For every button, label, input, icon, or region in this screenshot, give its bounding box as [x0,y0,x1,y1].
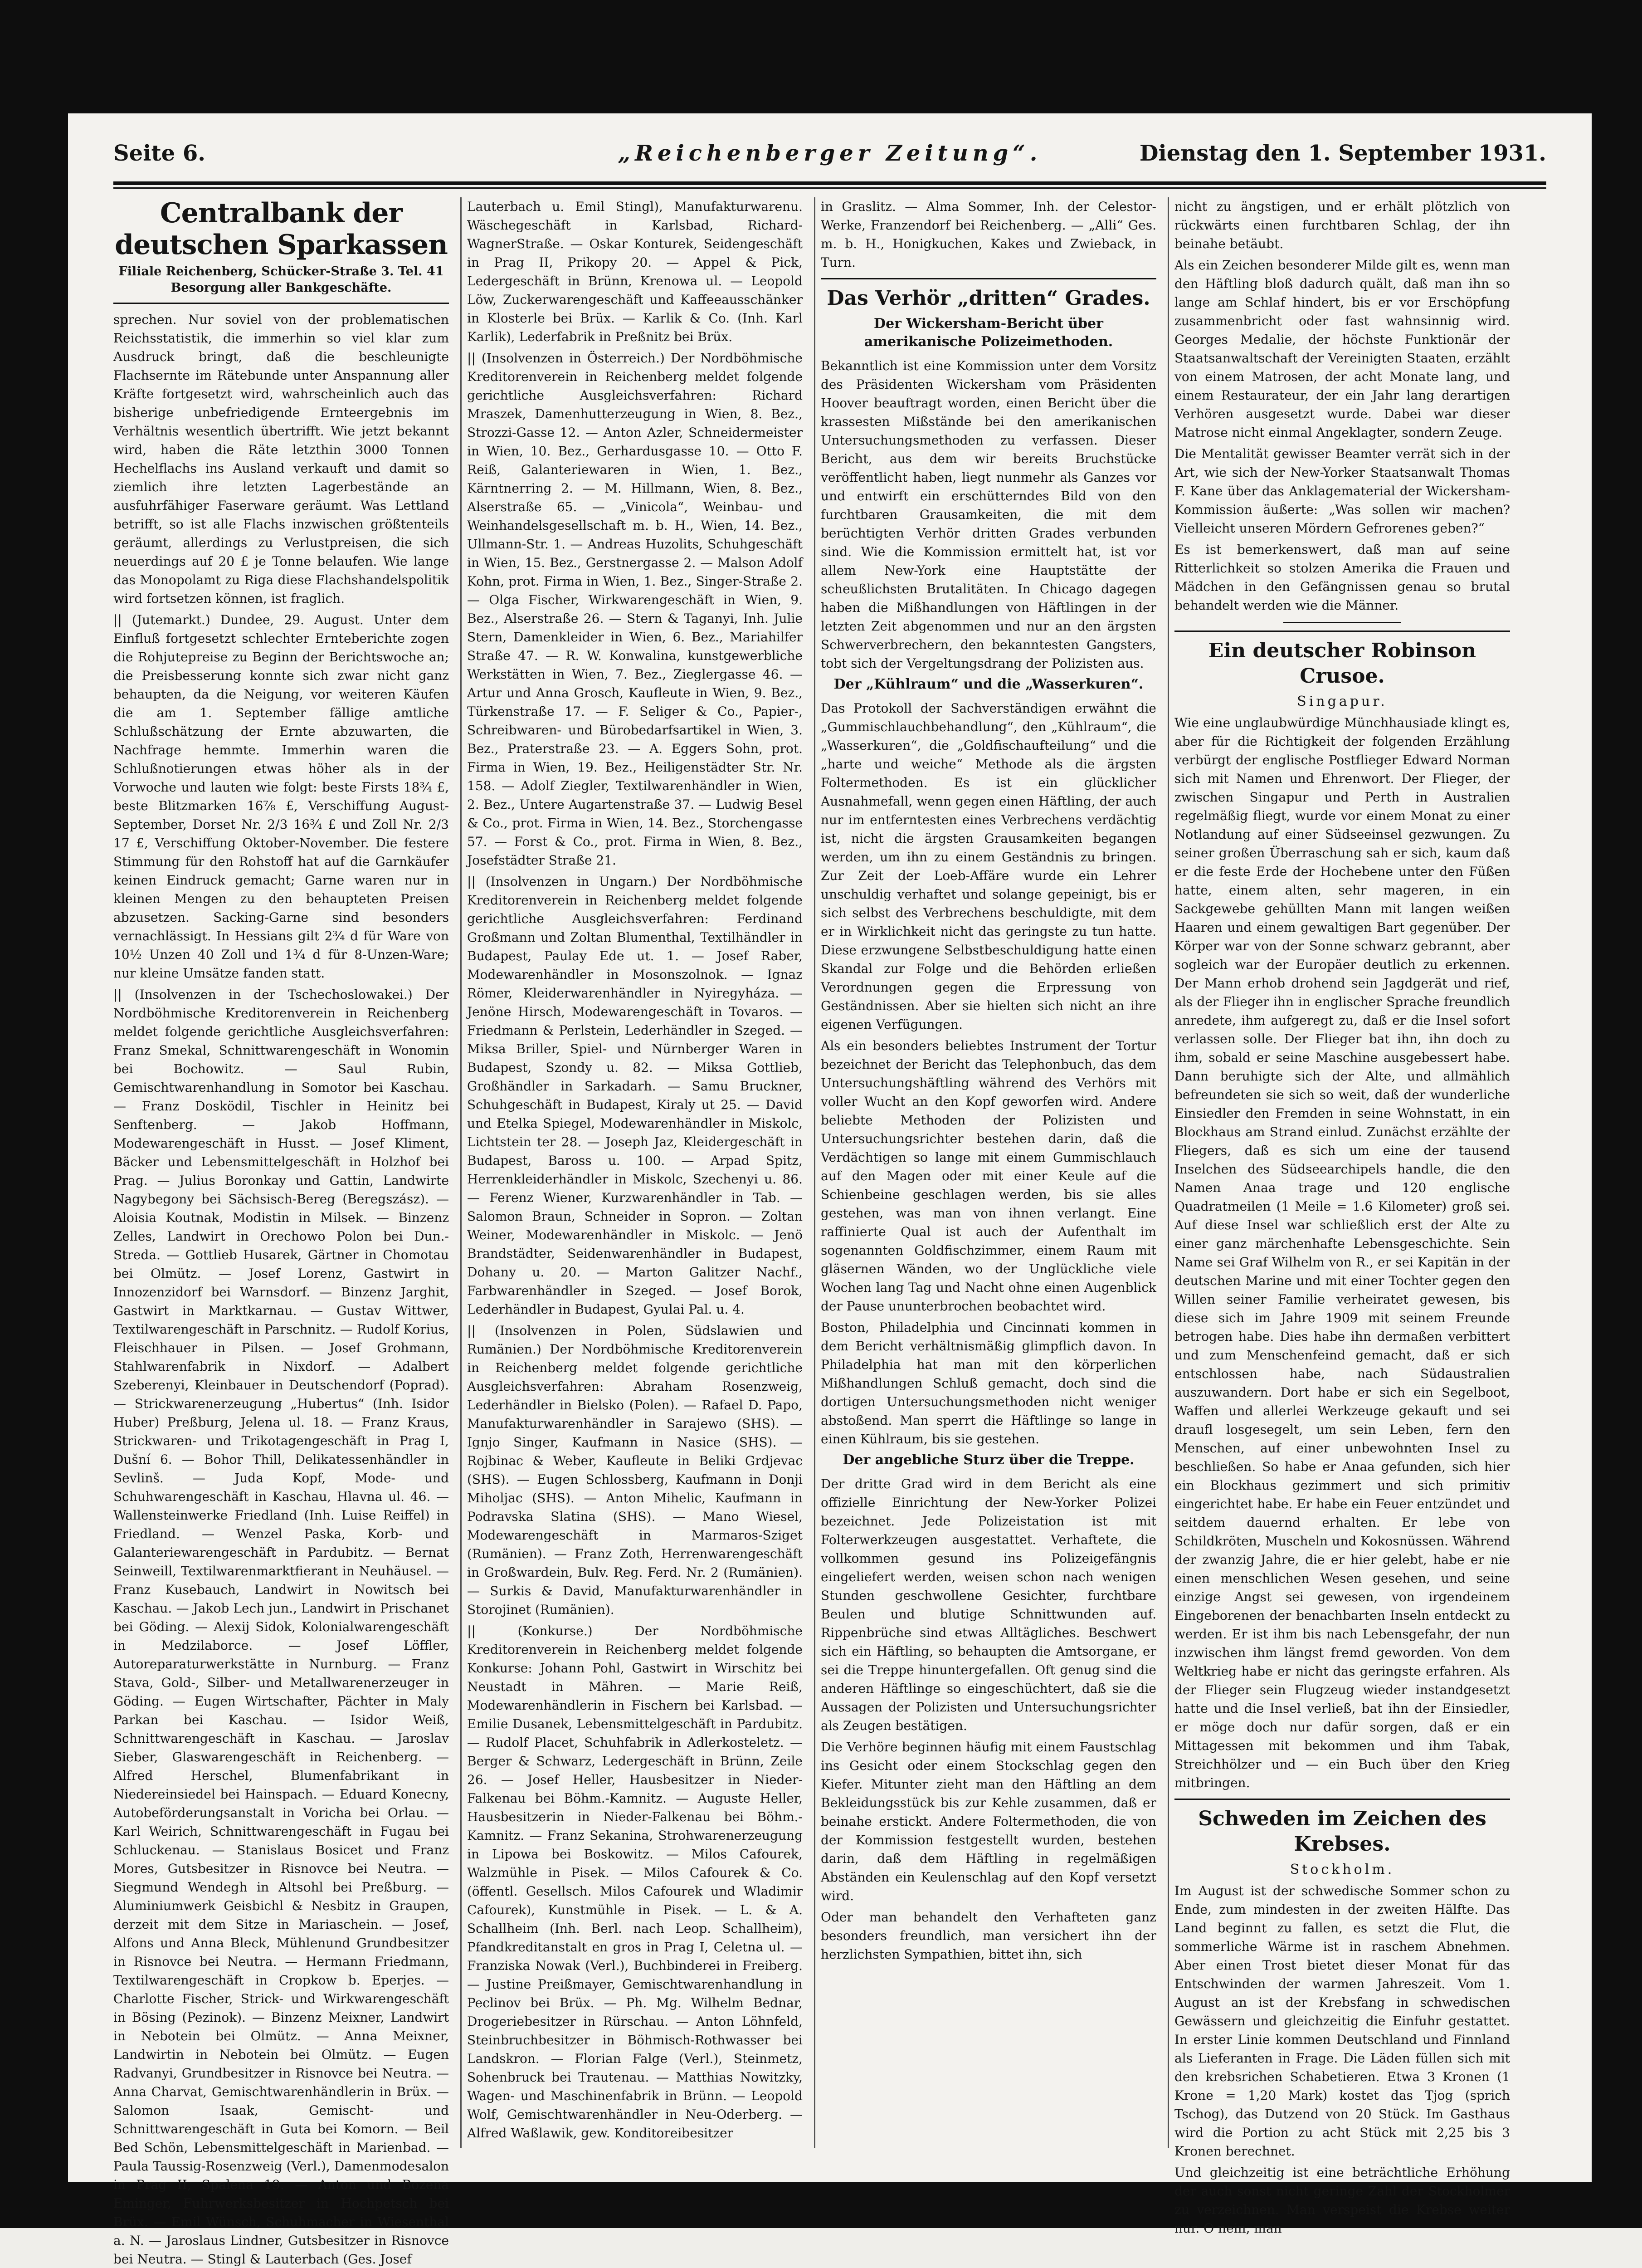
article-subheading: Der „Kühlraum“ und die „Wasserkuren“. [833,676,1144,692]
article-subheading: Der angebliche Sturz über die Treppe. [843,1452,1135,1468]
article-paragraph: || (Insolvenzen in Polen, Südslawien und Rumänien.) Der Nordböhmische Kreditorenverein in Reichenberg meldet folgende gerichtliche Ausgleichsverfahren: Abraham Rosenzweig, Lederhändler in Bielsko (Polen). — Rafael D. Papo, Manufakturwarenhändler in Sarajewo (SHS). — Ignjo Singer, Kaufmann in Nasice (SHS). — Rojbinac & Weber, Kaufleute in Beliki Grdjevac (SHS). — Eugen Schlossberg, Kaufmann in Donji Miholjac (SHS). — Anton Mihelic, Kaufmann in Podravska Slatina (SHS). — Mano Wiesel, Modewarengeschäft in Marmaros-Sziget (Rumänien). — Franz Zoth, Herrenwarengeschäft in Großwardein, Bulv. Reg. Ferd. Nr. 2 (Rumänien). — Surkis & David, Manufakturwarenhändler in Storojinet (Rumänien). [467,1323,803,1617]
section-divider [113,303,449,304]
newspaper-page [68,113,1592,2267]
ad-title: Centralbank der deutschen Sparkassen [115,197,448,261]
article-paragraph: || (Jutemarkt.) Dundee, 29. August. Unter dem Einfluß fortgesetzt schlechter Ernteberichte zogen die Rohjutepreise zu Beginn der Berichtswoche an; die Preisbesserung konnte sich zwar nicht ganz behaupten, da die Neigung, vor weiteren Käufen die am 1. September fällige amtliche Schlußschätzung der Ernte abzuwarten, die Nachfrage hemmte. Immerhin waren die Schlußnotierungen etwas höher als in der Vorwoche und lauten wie folgt: beste Firsts 18¾ £, beste Blitzmarken 16⅞ £, Verschiffung August-September, Dorset Nr. 2/3 16¾ £ und Zoll Nr. 2/3 17 £, Verschiffung Oktober-November. Die festere Stimmung für den Rohstoff hat auf die Garnkäufer keinen Eindruck gemacht; Garne waren nur in kleinen Mengen zu den behaupteten Preisen abzusetzen. Sacking-Garne sind besonders vernachlässigt. In Hessians gilt 2¾ d für Ware von 10½ Unzen 40 Zoll und 1¾ d für 8-Unzen-Ware; nur kleine Umsätze fanden statt. [113,612,449,981]
article-paragraph: Im August ist der schwedische Sommer schon zu Ende, zum mindesten in der zweiten Hälfte. Das Land beginnt zu fallen, es setzt die Flut, die sommerliche Wärme ist in raschem Abnehmen. Aber einen Trost bietet dieser Monat für das Entschwinden der warmen Jahreszeit. Vom 1. August an ist der Krebsfang in schwedischen Gewässern und gleichzeitig die Einfuhr gestattet. In erster Linie kommen Deutschland und Finnland als Lieferanten in Frage. Die Läden füllen sich mit den krebsrichen Schabetieren. Etwa 3 Kronen (1 Krone = 1,20 Mark) kostet das Tjog (sprich Tschog), das Dutzend von 20 Stück. Im Gasthaus wird die Portion zu acht Stück mit 2,25 bis 3 Kronen berechnet. [1174,1883,1510,2159]
column-2 [467,197,803,2148]
article-paragraph: Die Mentalität gewisser Beamter verrät sich in der Art, wie sich der New-Yorker Staatsanwalt Thomas F. Kane über das Anklagematerial der Wickersham-Kommission äußerte: „Was sollen wir machen? Vielleicht unseren Mördern Gefrorenes geben?“ [1174,446,1510,536]
bank-advertisement [113,197,449,296]
article-paragraph: || (Insolvenzen in der Tschechoslowakei.) Der Nordböhmische Kreditorenverein in Reichenberg meldet folgende gerichtliche Ausgleichsverfahren: Franz Smekal, Schnittwarengeschäft in Wonomin bei Bochowitz. — Saul Rubin, Gemischtwarenhandlung in Somotor bei Kaschau. — Franz Dosködil, Tischler in Heinitz bei Senftenberg. — Jakob Hoffmann, Modewarengeschäft in Husst. — Josef Kliment, Bäcker und Lebensmittelgeschäft in Holzhof bei Prag. — Julius Boronkay und Gattin, Landwirte Nagybegony bei Sächsisch-Bereg (Beregszász). — Aloisia Koutnak, Modistin in Milsek. — Binzenz Zelles, Landwirt in Orechowo Polon bei Dun.-Streda. — Gottlieb Husarek, Gärtner in Chomotau bei Olmütz. — Josef Lorenz, Gastwirt in Innozenzidorf bei Warnsdorf. — Binzenz Jarghit, Gastwirt in Marktkarnau. — Gustav Wittwer, Textilwarengeschäft in Parschnitz. — Rudolf Korius, Fleischhauer in Pilsen. — Josef Grohmann, Stahlwarenfabrik in Nixdorf. — Adalbert Szeberenyi, Kleinbauer in Deutschendorf (Poprad). — Strickwarenerzeugung „Hubertus“ (Inh. Isidor Huber) Preßburg, Jelena ul. 18. — Franz Kraus, Strickwaren- und Trikotagengeschäft in Prag I, Dušní 6. — Bohor Thill, Delikatessenhändler in Sevlinš. — Juda Kopf, Mode- und Schuhwarengeschäft in Kaschau, Hlavna ul. 46. — Wallensteinwerke Friedland (Inh. Luise Reiffel) in Friedland. — Wenzel Paska, Korb- und Galanteriewarengeschäft in Pardubitz. — Bernat Seinweill, Textilwarenmarktfierant in Neuhäusel. — Franz Kusebauch, Landwirt in Nowitsch bei Kaschau. — Jakob Lech jun., Landwirt in Prischanet bei Göding. — Alexij Sidok, Kolonialwarengeschäft in Medzilaborce. — Josef Löffler, Autoreparaturwerkstätte in Nurnburg. — Franz Stava, Gold-, Silber- und Metallwarenerzeuger in Göding. — Eugen Wirtschafter, Pächter in Maly Parkan bei Kaschau. — Isidor Weiß, Schnittwarengeschäft in Kaschau. — Jaroslav Sieber, Glaswarengeschäft in Reichenberg. — Alfred Herschel, Blumenfabrikant in Niedereinsiedel bei Hainspach. — Eduard Konecny, Autobeförderungsanstalt in Voricha bei Orlau. — Karl Weirich, Schnittwarengeschäft in Fugau bei Schluckenau. — Stanislaus Bosicet und Franz Mores, Gutsbesitzer in Risnovce bei Neutra. — Siegmund Wendegh in Altsohl bei Preßburg. — Aluminiumwerk Geisbichl & Nesbitz in Graupen, derzeit mit dem Sitze in Mariaschein. — Josef, Alfons und Anna Bleck, Mühlenund Grundbesitzer in Risnovce bei Neutra. — Hermann Friedmann, Textilwarengeschäft in Cropkow b. Eperjes. — Charlotte Fischer, Strick- und Wirkwarengeschäft in Bösing (Pezinok). — Binzenz Meixner, Landwirt in Nebotein bei Olmütz. — Anna Meixner, Landwirtin in Nebotein bei Olmütz. — Eugen Radvanyi, Grundbesitzer in Risnovce bei Neutra. — Anna Charvat, Gemischtwarenhändlerin in Brüx. — Salomon Isaak, Gemischt- und Schnittwarengeschäft in Guta bei Komorn. — Beil Bed Schön, Lebensmittelgeschäft in Marienbad. — Paula Taussig-Rosenzweig (Verl.), Damenmodesalon in Prag II, Spalena 19. — Anton und Bozena Eminger, Fuhrwerksbesitzer in Hochpetsch bei Brüx. — Emil Wünsch, Schuhmacher in Wiesenthal a. N. — Jaroslaus Lindner, Gutsbesitzer in Risnovce bei Neutra. — Stingl & Lauterbach (Ges. Josef [113,987,449,2267]
article-paragraph: Oder man behandelt den Verhafteten ganz besonders freundlich, man versichert ihn der herzlichsten Sympathien, bittet ihn, sich [821,1910,1156,1962]
column-1 [113,197,449,2267]
article-paragraph: in Graslitz. — Alma Sommer, Inh. der Celestor-Werke, Franzendorf bei Reichenberg. — „Alli“ Ges. m. b. H., Honigkuchen, Kakes und Zwieback, in Turn. [821,199,1156,270]
article-dateline: Singapur. [1297,694,1388,709]
article-paragraph: Es ist bemerkenswert, daß man auf seine Ritterlichkeit so stolzen Amerika die Frauen und Mädchen in den Gefängnissen genau so brutal behandelt werden wie die Männer. [1174,542,1510,613]
page-number: Seite 6. [113,141,205,166]
article-paragraph: sprechen. Nur soviel von der problematischen Reichsstatistik, die immerhin so viel klar zum Ausdruck bringt, daß die beschleunigte Flachsernte im Rätebunde unter Anspannung aller Kräfte fortgesetzt wird, wahrscheinlich auch das bisherige unbefriedigende Ernteergebnis im Verhältnis wesentlich übertrifft. Wie jetzt bekannt wird, haben die Räte letzthin 3000 Tonnen Hechelflachs ins Ausland verkauft und damit so ziemlich ihre letzten Lagerbestände an ausfuhrfähiger Faserware geräumt. Was Lettland betrifft, so ist alle Flachs inzwischen größtenteils geräumt, allerdings zu Verlustpreisen, die sich neuerdings auf 20 £ je Tonne belaufen. Wie lange das Monopolamt zu Riga diese Flachshandelspolitik wird fortsetzen können, ist fraglich. [113,312,449,606]
ad-service: Besorgung aller Bankgeschäfte. [171,281,392,295]
article-heading: Schweden im Zeichen des Krebses. [1198,1807,1486,1856]
article-paragraph: Wie eine unglaubwürdige Münchhausiade klingt es, aber für die Richtigkeit der folgenden Erzählung verbürgt der englische Postflieger Edward Norman sich mit Namen und Ehrenwort. Der Flieger, der zwischen Singapur und Perth in Australien regelmäßig fliegt, wurde vor einem Monat zu einer Notlandung auf einer Südseeinsel gezwungen. Zu seiner großen Überraschung sah er sich, kaum daß er die feste Erde der Hochebene unter den Füßen hatte, einem alten, sehr mageren, in ein Sackgewebe gehüllten Mann mit langen weißen Haaren und einem gewaltigen Bart gegenüber. Der Körper war von der Sonne schwarz gebrannt, aber sogleich war der Europäer deutlich zu erkennen. Der Mann erhob drohend sein Jagdgerät und rief, als der Flieger ihn in englischer Sprache freundlich anredete, ihm aufgeregt zu, daß er die Insel sofort verlassen solle. Der Flieger bat ihn, ihn doch zu ihm, sobald er seine Maschine ausgebessert habe. Dann beruhigte sich der Alte, und allmählich befreundeten sie sich so weit, daß der wunderliche Einsiedler den Fremden in seine Wohnstatt, in ein Blockhaus am Strand einlud. Zunächst erzählte der Fliegers, daß es sich um eine der tausend Inselchen des Südseearchipels handle, die den Namen Anaa trage und 120 englische Quadratmeilen (1 Meile = 1.6 Kilometer) groß sei. Auf diese Insel war schließlich erst der Alte zu einer ganz märchenhafte Lebensgeschichte. Sein Name sei Graf Wilhelm von R., er sei Kapitän in der deutschen Marine und mit einer Tochter gegen den Willen seiner Familie verheiratet gewesen, bis diese sich im Jahre 1909 mit seinem Freunde betrogen habe. Dies habe ihn dermaßen verbittert und zum Menschenfeind gemacht, daß er sich entschlossen habe, nach Südaustralien auszuwandern. Dort habe er sich ein Segelboot, Waffen und allerlei Werkzeuge gekauft und sei draufl losgesegelt, um sein Leben, fern den Menschen, auf einer unbewohnten Insel zu beschließen. So habe er Anaa gefunden, sich hier ein Blockhaus gezimmert und sich primitiv eingerichtet habe. Er habe ein Feuer entzündet und seitdem dauernd erhalten. Er lebe von Schildkröten, Muscheln und Kokosnüssen. Während der zwanzig Jahre, die er hier gelebt, habe er nie einen menschlichen Wesen gesehen, und seine einzige Angst sei gewesen, von irgendeinem Eingeborenen der benachbarten Inseln entdeckt zu werden. Er ist ihm bis nach Lebensgefahr, der nun inzwischen ihm längst fremd geworden. Von dem Weltkrieg habe er nicht das geringste erfahren. Als der Flieger sein Flugzeug wieder instandgesetzt hatte und die Insel verließ, bat ihn der Einsiedler, er möge doch nur dafür sorgen, daß er ein Mittagessen mit bekommen und ihm Tabak, Streichhölzer und — ein Buch über den Krieg mitbringen. [1174,715,1510,1790]
header-rule-thin [113,187,1546,189]
article-heading: Ein deutscher Robinson Crusoe. [1208,639,1476,688]
article-paragraph: Boston, Philadelphia und Cincinnati kommen in dem Bericht verhältnismäßig glimpflich davon. In Philadelphia hat man mit den körperlichen Mißhandlungen Schluß gemacht, doch sind die dortigen Untersuchungsmethoden nicht weniger abstoßend. Man sperrt die Häftlinge so lange in einen Kühlraum, bis sie gestehen. [821,1320,1156,1447]
issue-date: Dienstag den 1. September 1931. [1139,141,1546,166]
article-end-rule [1283,622,1401,623]
column-divider [1168,197,1169,2148]
ad-address: Filiale Reichenberg, Schücker-Straße 3. Tel. 41 [118,264,444,279]
header-rule [113,181,1546,185]
newspaper-title: „Reichenberger Zeitung“. [618,141,1042,166]
article-paragraph: Und gleichzeitig ist eine beträchtliche Erhöhung der auch sonst nicht geringe Zahl der Stockholmer zu verzeichnen. Man verspeist die Krebse weiter nur. O nein, man [1174,2165,1510,2236]
section-divider [1174,631,1510,632]
column-4 [1174,197,1510,2236]
article-paragraph: Als ein besonders beliebtes Instrument der Tortur bezeichnet der Bericht das Telephonbuch, das dem Untersuchungshäftling während des Verhörs mit voller Wucht an den Kopf geworfen wird. Andere beliebte Methoden der Polizisten und Untersuchungsrichter bestehen darin, daß die Verdächtigen so lange mit einem Gummischlauch auf den Magen oder mit einer Keule auf die Schienbeine geschlagen werden, bis sie alles gestehen, was man von ihnen verlangt. Eine raffinierte Qual ist auch der Aufenthalt im sogenannten Goldfischzimmer, einem Raum mit gläsernen Wänden, wo der Unglückliche viele Wochen lang Tag und Nacht ohne einen Augenblick der Pause ununterbrochen beobachtet wird. [821,1038,1156,1314]
page-header [113,141,1546,175]
article-subheading: Der Wickersham-Bericht über amerikanische Polizeimethoden. [864,316,1113,350]
section-divider [1174,1799,1510,1800]
article-paragraph: Der dritte Grad wird in dem Bericht als eine offizielle Einrichtung der New-Yorker Polizei bezeichnet. Jede Polizeistation ist mit Folterwerkzeugen ausgestattet. Verhaftete, die vollkommen gesund ins Polizeigefängnis eingeliefert werden, weisen schon nach wenigen Stunden geschwollene Gesichter, furchtbare Beulen und blutige Schnittwunden auf. Rippenbrüche sind etwas Alltägliches. Beschwert sich ein Häftling, so behaupten die Amtsorgane, er sei die Treppe hinuntergefallen. Oft genug sind die anderen Häftlinge so eingeschüchtert, daß sie die Aussagen der Polizisten und Untersuchungsrichter als Zeugen bestätigen. [821,1476,1156,1733]
article-paragraph: Als ein Zeichen besonderer Milde gilt es, wenn man den Häftling bloß dadurch quält, daß man ihn so lange am Schlaf hindert, bis er vor Erschöpfung zusammenbricht oder fast wahnsinnig wird. Georges Medalie, der höchste Funktionär der Staatsanwaltschaft der Vereinigten Staaten, erzählt von einem Matrosen, der acht Monate lang, und einem Restaurateur, der ein Jahr lang derartigen Verhören ausgesetzt wurde. Dabei war dieser Matrose nicht einmal Angeklagter, sondern Zeuge. [1174,258,1510,440]
article-paragraph: Lauterbach u. Emil Stingl), Manufakturwarenu. Wäschegeschäft in Karlsbad, Richard-WagnerStraße. — Oskar Konturek, Seidengeschäft in Prag II, Prikopy 20. — Appel & Pick, Ledergeschäft in Brünn, Krenowa ul. — Leopold Löw, Zuckerwarengeschäft und Kaffeeausschänker in Klosterle bei Brüx. — Karlik & Co. (Inh. Karl Karlik), Lederfabrik in Preßnitz bei Brüx. [467,199,803,344]
article-paragraph: Bekanntlich ist eine Kommission unter dem Vorsitz des Präsidenten Wickersham vom Präsidenten Hoover beauftragt worden, einen Bericht über die krassesten Mißstände bei den amerikanischen Untersuchungsmethoden zu verfassen. Dieser Bericht, aus dem wir bereits Bruchstücke veröffentlicht haben, liegt nunmehr als Ganzes vor und entwirft ein erschütterndes Bild von den furchtbaren Grausamkeiten, die mit dem berüchtigten Verhör dritten Grades verbunden sind. Wie die Kommission ermittelt hat, ist vor allem New-York eine Hauptstätte der scheußlichsten Brutalitäten. In Chicago dagegen haben die Mißhandlungen von Häftlingen in der letzten Zeit abgenommen und nur an den ärgsten Schwerverbrechern, den bekanntesten Gangsters, tobt sich der Vergeltungsdrang der Polizisten aus. [821,358,1156,671]
column-divider [814,197,815,2148]
article-paragraph: nicht zu ängstigen, und er erhält plötzlich von rückwärts einen furchtbaren Schlag, der ihn beinahe betäubt. [1174,199,1510,251]
article-heading: Das Verhör „dritten“ Grades. [827,287,1150,310]
article-dateline: Stockholm. [1290,1862,1395,1877]
article-paragraph: || (Insolvenzen in Ungarn.) Der Nordböhmische Kreditorenverein in Reichenberg meldet folgende gerichtliche Ausgleichsverfahren: Ferdinand Großmann und Zoltan Blumenthal, Textilhändler in Budapest, Paulay Ede ut. 1. — Josef Raber, Modewarenhändler in Mosonszolnok. — Ignaz Römer, Kleiderwarenhändler in Nyiregyháza. — Jenöne Hirsch, Modewarengeschäft in Tovaros. — Friedmann & Perlstein, Lederhändler in Szeged. — Miksa Briller, Spiel- und Nürnberger Waren in Budapest, Szondy u. 82. — Miksa Gottlieb, Großhändler in Sarkadarh. — Samu Bruckner, Schuhgeschäft in Budapest, Kiraly ut 25. — David und Etelka Spiegel, Modewarenhändler in Miskolc, Lichtstein ter 28. — Joseph Jaz, Kleidergeschäft in Budapest, Baross u. 100. — Arpad Spitz, Herrenkleiderhändler in Miskolc, Szechenyi u. 86. — Ferenz Wiener, Kurzwarenhändler in Tab. — Salomon Braun, Schneider in Sopron. — Zoltan Weiner, Modewarenhändler in Miskolc. — Jenö Brandstädter, Seidenwarenhändler in Budapest, Dohany u. 20. — Marton Galitzer Nachf., Farbwarenhändler in Szeged. — Josef Borok, Lederhändler in Budapest, Gyulai Pal. u. 4. [467,874,803,1317]
article-paragraph: || (Konkurse.) Der Nordböhmische Kreditorenverein in Reichenberg meldet folgende Konkurse: Johann Pohl, Gastwirt in Wirschitz bei Neustadt in Mähren. — Marie Reiß, Modewarenhändlerin in Fischern bei Karlsbad. — Emilie Dusanek, Lebensmittelgeschäft in Pardubitz. — Rudolf Placet, Schuhfabrik in Adlerkosteletz. — Berger & Schwarz, Ledergeschäft in Brünn, Zeile 26. — Josef Heller, Hausbesitzer in Nieder-Falkenau bei Böhm.-Kamnitz. — Auguste Heller, Hausbesitzerin in Nieder-Falkenau bei Böhm.-Kamnitz. — Franz Sekanina, Strohwarenerzeugung in Lipowa bei Boskowitz. — Milos Cafourek, Walzmühle in Pisek. — Milos Cafourek & Co. (öffentl. Gesellsch. Milos Cafourek und Wladimir Cafourek), Kunstmühle in Pisek. — L. & A. Schallheim (Inh. Berl. nach Leop. Schallheim), Pfandkreditanstalt en gros in Prag I, Celetna ul. — Franziska Nowak (Verl.), Buchbinderei in Freiberg. — Justine Preißmayer, Gemischtwarenhandlung in Peclinov bei Brüx. — Ph. Mg. Wilhelm Bednar, Drogeriebesitzer in Rürschau. — Anton Löhnfeld, Steinbruchbesitzer in Böhmisch-Rothwasser bei Landskron. — Florian Falge (Verl.), Steinmetz, Sohenbruck bei Trautenau. — Matthias Nowitzky, Wagen- und Maschinenfabrik in Brünn. — Leopold Wolf, Gemischtwarenhändler in Neu-Oderberg. — Alfred Waßlawik, gew. Konditoreibesitzer [467,1623,803,2141]
article-paragraph: Das Protokoll der Sachverständigen erwähnt die „Gummischlauchbehandlung“, den „Kühlraum“, die „Wasserkuren“, die „Goldfischaufteilung“ und die „harte und weiche“ Methode als die ärgsten Foltermethoden. Es ist ein glücklicher Ausnahmefall, wenn gegen einen Häftling, der auch nur im entferntesten eines Verbrechens verdächtig ist, nicht die ärgsten Grausamkeiten begangen werden, um ihn zu einem Geständnis zu bringen. Zur Zeit der Loeb-Affäre wurde ein Lehrer unschuldig verhaftet und solange gepeinigt, bis er sich selbst des Verbrechens beschuldigte, mit dem er in Wirklichkeit nicht das geringste zu tun hatte. Diese erzwungene Selbstbeschuldigung hatte einen Skandal zur Folge und die Behörden erließen Verordnungen gegen die Erpressung von Geständnissen. Aber sie hielten sich nicht an ihre eigenen Verfügungen. [821,701,1156,1032]
section-divider [821,278,1156,279]
article-paragraph: || (Insolvenzen in Österreich.) Der Nordböhmische Kreditorenverein in Reichenberg meldet folgende gerichtliche Ausgleichsverfahren: Richard Mraszek, Damenhutterzeugung in Wien, 8. Bez., Strozzi-Gasse 12. — Anton Azler, Schneidermeister in Wien, 10. Bez., Gerhardusgasse 10. — Otto F. Reiß, Galanteriewaren in Wien, 1. Bez., Kärntnerring 2. — M. Hillmann, Wien, 8. Bez., Alserstraße 65. — „Vinicola“, Weinbau- und Weinhandelsgesellschaft m. b. H., Wien, 14. Bez., Ullmann-Str. 1. — Andreas Huzolits, Schuhgeschäft in Wien, 15. Bez., Gerstnergasse 2. — Malson Adolf Kohn, prot. Firma in Wien, 1. Bez., Singer-Straße 2. — Olga Fischer, Wirkwarengeschäft in Wien, 9. Bez., Alserstraße 26. — Stern & Taganyi, Inh. Julie Stern, Damenkleider in Wien, 6. Bez., Mariahilfer Straße 47. — R. W. Konwalina, kunstgewerbliche Werkstätten in Wien, 7. Bez., Zieglergasse 46. — Artur und Anna Grosch, Kaufleute in Wien, 9. Bez., Türkenstraße 17. — F. Seliger & Co., Papier-, Schreibwaren- und Bürobedarfsartikel in Wien, 3. Bez., Praterstraße 23. — A. Eggers Sohn, prot. Firma in Wien, 19. Bez., Heiligenstädter Str. Nr. 158. — Adolf Ziegler, Textilwarenhändler in Wien, 2. Bez., Untere Augartenstraße 37. — Ludwig Besel & Co., prot. Firma in Wien, 14. Bez., Storchengasse 57. — Forst & Co., prot. Firma in Wien, 8. Bez., Josefstädter Straße 21. [467,351,803,868]
column-3 [821,197,1156,2148]
article-paragraph: Die Verhöre beginnen häufig mit einem Faustschlag ins Gesicht oder einem Stockschlag gegen den Kiefer. Mitunter zieht man den Häftling an dem Bekleidungsstück bis zur Kehle zusammen, daß er beinahe erstickt. Andere Foltermethoden, die von der Kommission festgestellt wurden, bestehen darin, daß dem Häftling in regelmäßigen Abständen ein Keulenschlag auf den Kopf versetzt wird. [821,1740,1156,1903]
column-divider [460,197,462,2148]
